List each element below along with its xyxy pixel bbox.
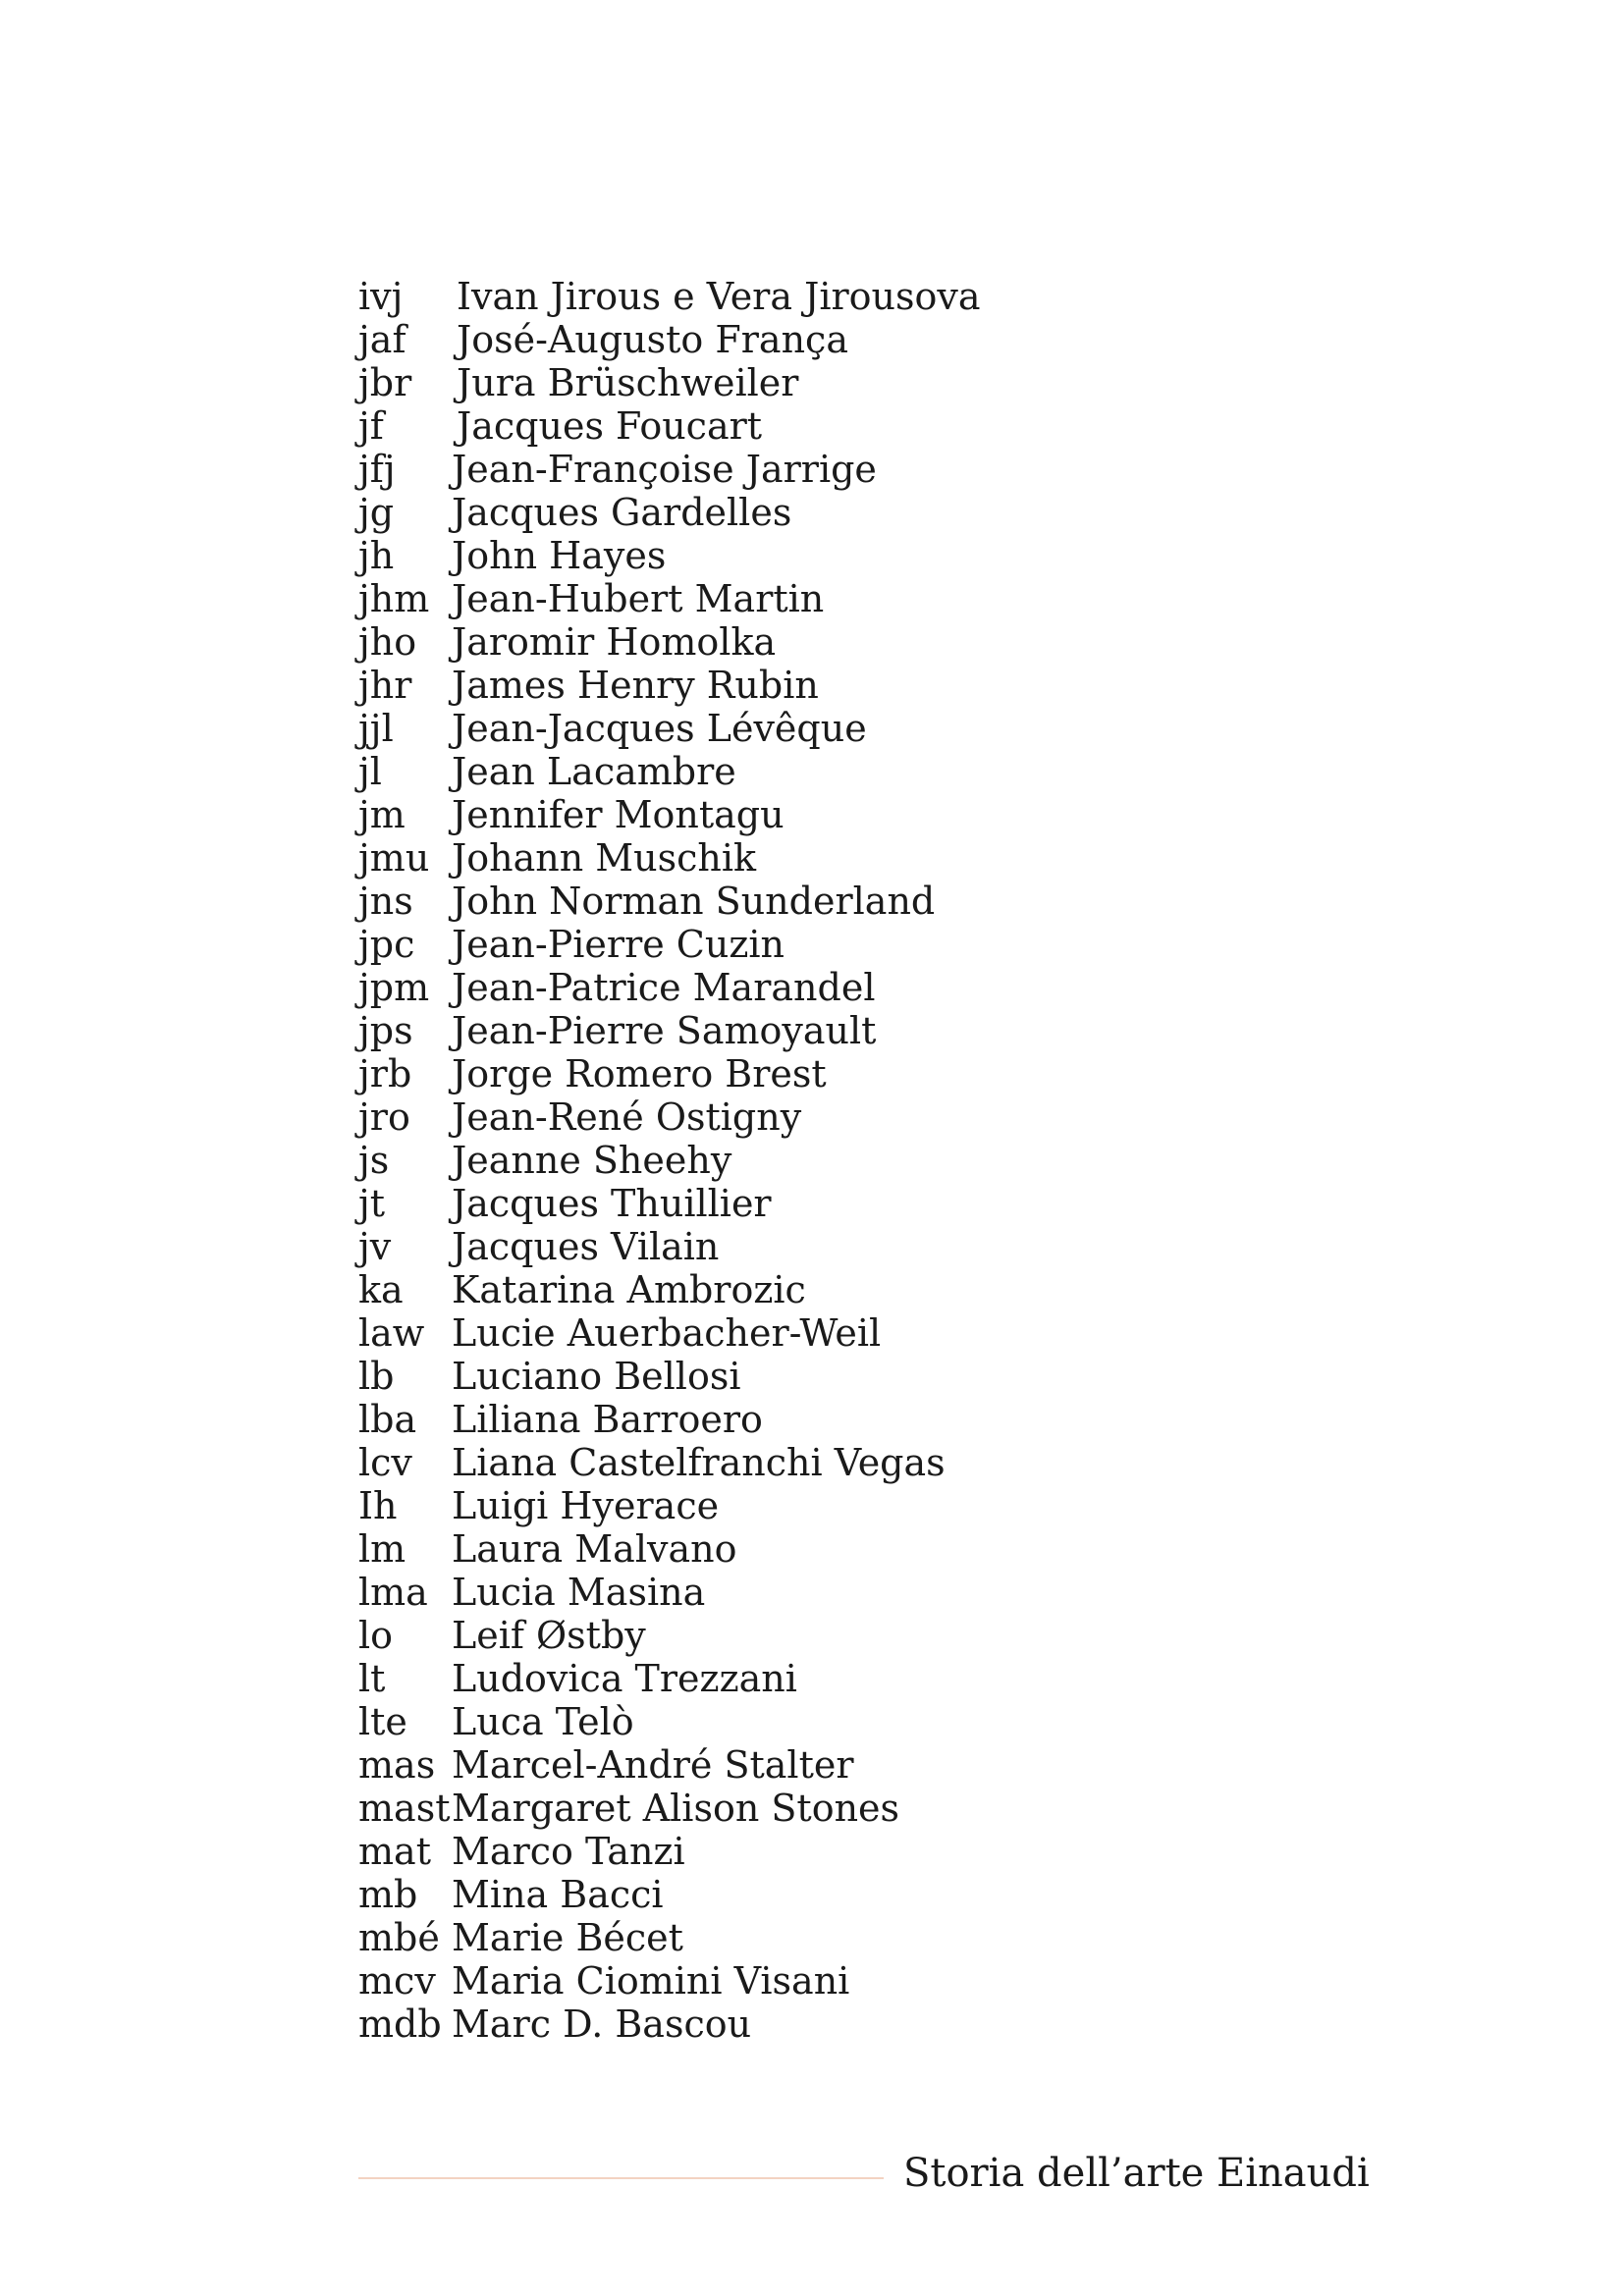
entry-name: Jean-Pierre Samoyault <box>452 1009 877 1052</box>
entry-code: lba <box>358 1398 417 1441</box>
entry-code: jl <box>358 750 382 793</box>
list-item <box>358 1484 1046 1527</box>
entry-name: Margaret Alison Stones <box>452 1787 900 1830</box>
list-item <box>358 534 1046 577</box>
entry-code: mas <box>358 1743 436 1787</box>
entry-code: jt <box>358 1182 386 1225</box>
footer-rule <box>358 2177 884 2179</box>
entry-code: jhm <box>358 577 430 620</box>
list-item <box>358 750 1046 793</box>
entry-code: Ih <box>358 1484 398 1527</box>
entry-name: Jacques Gardelles <box>452 491 792 534</box>
entry-name: Jacques Vilain <box>452 1225 720 1268</box>
entry-code: jf <box>358 404 384 448</box>
entry-name: James Henry Rubin <box>452 664 819 707</box>
entry-code: jrb <box>358 1052 412 1095</box>
list-item <box>358 1571 1046 1614</box>
entry-code: lcv <box>358 1441 412 1484</box>
abbreviations-list <box>358 275 1046 2046</box>
list-item <box>358 404 1046 448</box>
entry-code: mb <box>358 1873 418 1916</box>
list-item <box>358 880 1046 923</box>
list-item <box>358 923 1046 966</box>
entry-name: Liliana Barroero <box>452 1398 763 1441</box>
entry-code: jg <box>358 491 395 534</box>
list-item <box>358 1916 1046 1959</box>
entry-name: Jacques Thuillier <box>452 1182 772 1225</box>
entry-name: Luigi Hyerace <box>452 1484 720 1527</box>
entry-code: lb <box>358 1355 395 1398</box>
entry-code: jps <box>358 1009 413 1052</box>
list-item <box>358 1268 1046 1311</box>
entry-name: Jean-Jacques Lévêque <box>452 707 867 750</box>
entry-code: lm <box>358 1527 406 1571</box>
list-item <box>358 1311 1046 1355</box>
entry-name: Jura Brüschweiler <box>457 361 799 404</box>
entry-code: jfj <box>358 448 396 491</box>
list-item <box>358 1787 1046 1830</box>
entry-name: Laura Malvano <box>452 1527 737 1571</box>
entry-name: Jean-Hubert Martin <box>452 577 825 620</box>
entry-code: jns <box>358 880 413 923</box>
list-item <box>358 491 1046 534</box>
entry-name: Jaromir Homolka <box>452 620 777 664</box>
entry-name: Katarina Ambrozic <box>452 1268 806 1311</box>
entry-name: Ludovica Trezzani <box>452 1657 797 1700</box>
entry-name: Jorge Romero Brest <box>452 1052 827 1095</box>
list-item <box>358 318 1046 361</box>
list-item <box>358 361 1046 404</box>
entry-name: Maria Ciomini Visani <box>452 1959 850 2002</box>
list-item <box>358 1873 1046 1916</box>
entry-code: jjl <box>358 707 394 750</box>
entry-code: jmu <box>358 836 430 880</box>
entry-code: jm <box>358 793 406 836</box>
list-item <box>358 1527 1046 1571</box>
list-item <box>358 1441 1046 1484</box>
entry-name: José-Augusto França <box>457 318 848 361</box>
list-item <box>358 1614 1046 1657</box>
entry-name: Jean Lacambre <box>452 750 736 793</box>
list-item <box>358 707 1046 750</box>
list-item <box>358 577 1046 620</box>
list-item <box>358 1009 1046 1052</box>
entry-name: Jennifer Montagu <box>452 793 784 836</box>
page-footer <box>358 2144 1370 2203</box>
entry-code: lt <box>358 1657 386 1700</box>
entry-code: jhr <box>358 664 412 707</box>
entry-code: lte <box>358 1700 407 1743</box>
entry-code: mbé <box>358 1916 440 1959</box>
entry-name: Jacques Foucart <box>457 404 763 448</box>
entry-code: law <box>358 1311 425 1355</box>
entry-name: Leif Østby <box>452 1614 646 1657</box>
entry-code: js <box>358 1139 390 1182</box>
list-item <box>358 966 1046 1009</box>
entry-name: Ivan Jirous e Vera Jirousova <box>457 275 981 318</box>
entry-name: Mina Bacci <box>452 1873 664 1916</box>
entry-code: jpm <box>358 966 430 1009</box>
entry-code: lma <box>358 1571 428 1614</box>
entry-name: Jean-Patrice Marandel <box>452 966 876 1009</box>
list-item <box>358 1657 1046 1700</box>
entry-name: Liana Castelfranchi Vegas <box>452 1441 946 1484</box>
list-item <box>358 836 1046 880</box>
list-item <box>358 793 1046 836</box>
list-item <box>358 2002 1046 2046</box>
entry-name: Luca Telò <box>452 1700 634 1743</box>
entry-name: John Norman Sunderland <box>452 880 936 923</box>
list-item <box>358 1959 1046 2002</box>
entry-name: Luciano Bellosi <box>452 1355 741 1398</box>
entry-code: mast <box>358 1787 451 1830</box>
entry-name: Jeanne Sheehy <box>452 1139 732 1182</box>
entry-code: mat <box>358 1830 431 1873</box>
entry-code: lo <box>358 1614 394 1657</box>
list-item <box>358 1700 1046 1743</box>
list-item <box>358 275 1046 318</box>
entry-name: Marco Tanzi <box>452 1830 685 1873</box>
list-item <box>358 1743 1046 1787</box>
entry-code: ka <box>358 1268 404 1311</box>
list-item <box>358 1398 1046 1441</box>
entry-code: jv <box>358 1225 392 1268</box>
list-item <box>358 664 1046 707</box>
list-item <box>358 1139 1046 1182</box>
entry-code: jbr <box>358 361 412 404</box>
entry-name: John Hayes <box>452 534 667 577</box>
list-item <box>358 448 1046 491</box>
list-item <box>358 1182 1046 1225</box>
entry-name: Marc D. Bascou <box>452 2002 752 2046</box>
entry-name: Marie Bécet <box>452 1916 683 1959</box>
entry-code: jho <box>358 620 417 664</box>
entry-code: jh <box>358 534 395 577</box>
entry-name: Johann Muschik <box>452 836 757 880</box>
list-item <box>358 1355 1046 1398</box>
entry-name: Lucia Masina <box>452 1571 706 1614</box>
entry-name: Lucie Auerbacher-Weil <box>452 1311 882 1355</box>
footer-title: Storia dell’arte Einaudi <box>903 2151 1370 2196</box>
list-item <box>358 1095 1046 1139</box>
entry-code: mcv <box>358 1959 436 2002</box>
entry-name: Jean-Françoise Jarrige <box>452 448 877 491</box>
entry-code: jaf <box>358 318 406 361</box>
entry-code: mdb <box>358 2002 442 2046</box>
list-item <box>358 1225 1046 1268</box>
entry-code: jpc <box>358 923 415 966</box>
list-item <box>358 1830 1046 1873</box>
entry-name: Jean-René Ostigny <box>452 1095 802 1139</box>
entry-code: jro <box>358 1095 410 1139</box>
entry-name: Jean-Pierre Cuzin <box>452 923 784 966</box>
entry-code: ivj <box>358 275 404 318</box>
list-item <box>358 1052 1046 1095</box>
entry-name: Marcel-André Stalter <box>452 1743 854 1787</box>
list-item <box>358 620 1046 664</box>
